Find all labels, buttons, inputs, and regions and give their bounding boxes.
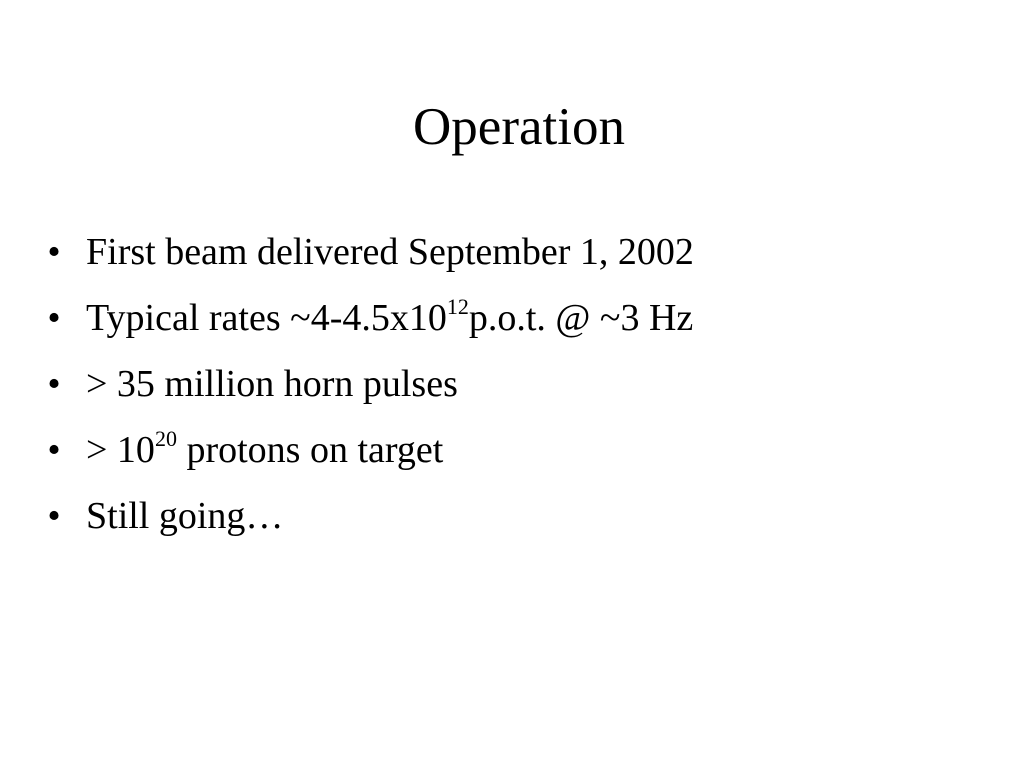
- bullet-item: [44, 490, 694, 556]
- bullet-text-suffix: p.o.t. @ ~3 Hz: [468, 297, 694, 339]
- bullet-text: Typical rates ~4-4.5x10: [86, 297, 447, 339]
- bullet-icon: •: [47, 363, 61, 405]
- bullet-superscript: 12: [446, 294, 469, 320]
- slide-title: Operation: [413, 98, 625, 156]
- bullet-list: [44, 226, 694, 556]
- bullet-text: Still going…: [86, 495, 284, 537]
- bullet-text: > 35 million horn pulses: [86, 363, 458, 405]
- bullet-superscript: 20: [154, 426, 177, 452]
- bullet-icon: •: [47, 297, 61, 339]
- bullet-item: [44, 226, 694, 292]
- bullet-icon: •: [47, 231, 61, 273]
- bullet-text: First beam delivered September 1, 2002: [86, 231, 694, 273]
- bullet-item: [44, 358, 694, 424]
- bullet-item: [44, 292, 694, 358]
- bullet-item: [44, 424, 694, 490]
- bullet-icon: •: [47, 495, 61, 537]
- bullet-text: > 10: [86, 429, 155, 471]
- bullet-text-suffix: protons on target: [176, 429, 444, 471]
- bullet-icon: •: [47, 429, 61, 471]
